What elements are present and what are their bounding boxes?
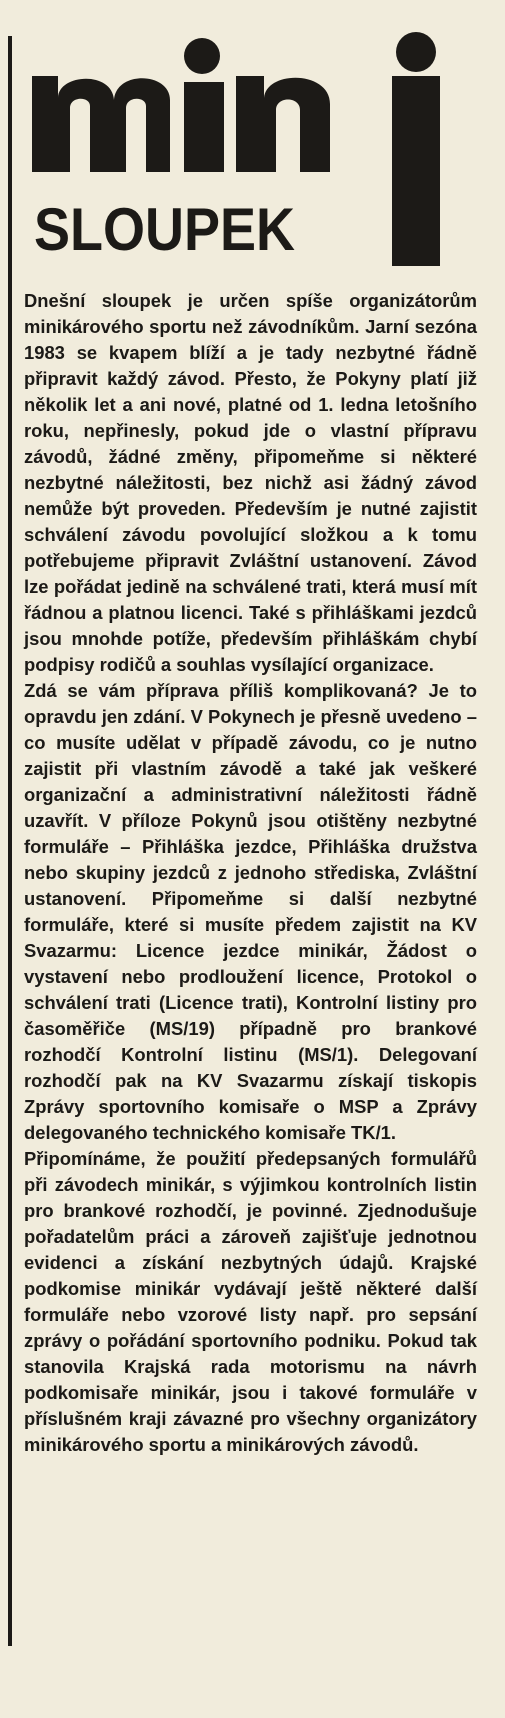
left-vertical-rule xyxy=(8,36,12,1646)
article-paragraph-2: Zdá se vám příprava příliš komplikovaná? Je to opravdu jen zdání. V Pokynech je přesně uvedeno – co musíte udělat v případě závodu, co je nutno zajistit při vlastním závodě a také jak veškeré organizační a administrativní náležitosti řádně uzavřít. V příloze Pokynů jsou otištěny nezbytné formuláře – Přihláška jezdce, Přihláška družstva nebo skupiny jezdců z jednoho střediska, Zvláštní ustanovení. Připomeňme si další nezbytné formuláře, které si musíte předem zajistit na KV Svazarmu: Licence jezdce minikár, Žádost o vystavení nebo prodloužení licence, Protokol o schválení trati (Licence trati), Kontrolní listiny pro časoměřiče (MS/19) případně pro brankové rozhodčí Kontrolní listinu (MS/1). Delegovaní rozhodčí pak na KV Svazarmu získají tiskopis Zprávy sportovního komisaře o MSP a Zprávy delegovaného technického komisaře TK/1. xyxy=(24,680,477,1143)
column-subtitle: SLOUPEK xyxy=(34,196,296,263)
article-paragraph-3: Připomínáme, že použití předepsaných formulářů při závodech minikár, s výjimkou kontrolních listin pro brankové rozhodčí, je povinné. Zjednodušuje pořadatelům práci a zároveň zajišťuje jednotnou evidenci a získání nezbytných údajů. Krajské podkomise minikár vydávají ještě některé další formuláře nebo vzorové listy např. pro sepsání zprávy o pořádání sportovního podniku. Pokud tak stanovila Krajská rada motorismu na návrh podkomisaře minikár, jsou i takové formuláře v příslušném kraji závazné pro všechny organizátory minikárového sportu a minikárových závodů. xyxy=(24,1148,477,1455)
mini-logo xyxy=(30,30,470,190)
column-header xyxy=(30,30,470,270)
logo-stem-extension xyxy=(392,186,440,266)
article-paragraph-1: Dnešní sloupek je určen spíše organizátorům minikárového sportu než závodníkům. Jarní sezóna 1983 se kvapem blíží a je tady nezbytné řádně připravit každý závod. Přesto, že Pokyny platí již několik let a ani nové, platné od 1. ledna letošního roku, nepřinesly, pokud jde o vlastní přípravu závodů, žádné změny, připomeňme si některé nezbytné náležitosti, bez nichž asi žádný závod nemůže být proveden. Především je nutné zajistit schválení závodu povolující složkou a k tomu potřebujeme připravit Zvláštní ustanovení. Závod lze pořádat jedině na schválené trati, která musí mít řádnou a platnou licenci. Také s přihláškami jezdců jsou mnohde potíže, především přihláškám chybí podpisy rodičů a souhlas vysílající organizace. xyxy=(24,290,477,675)
article-body xyxy=(24,288,477,1458)
